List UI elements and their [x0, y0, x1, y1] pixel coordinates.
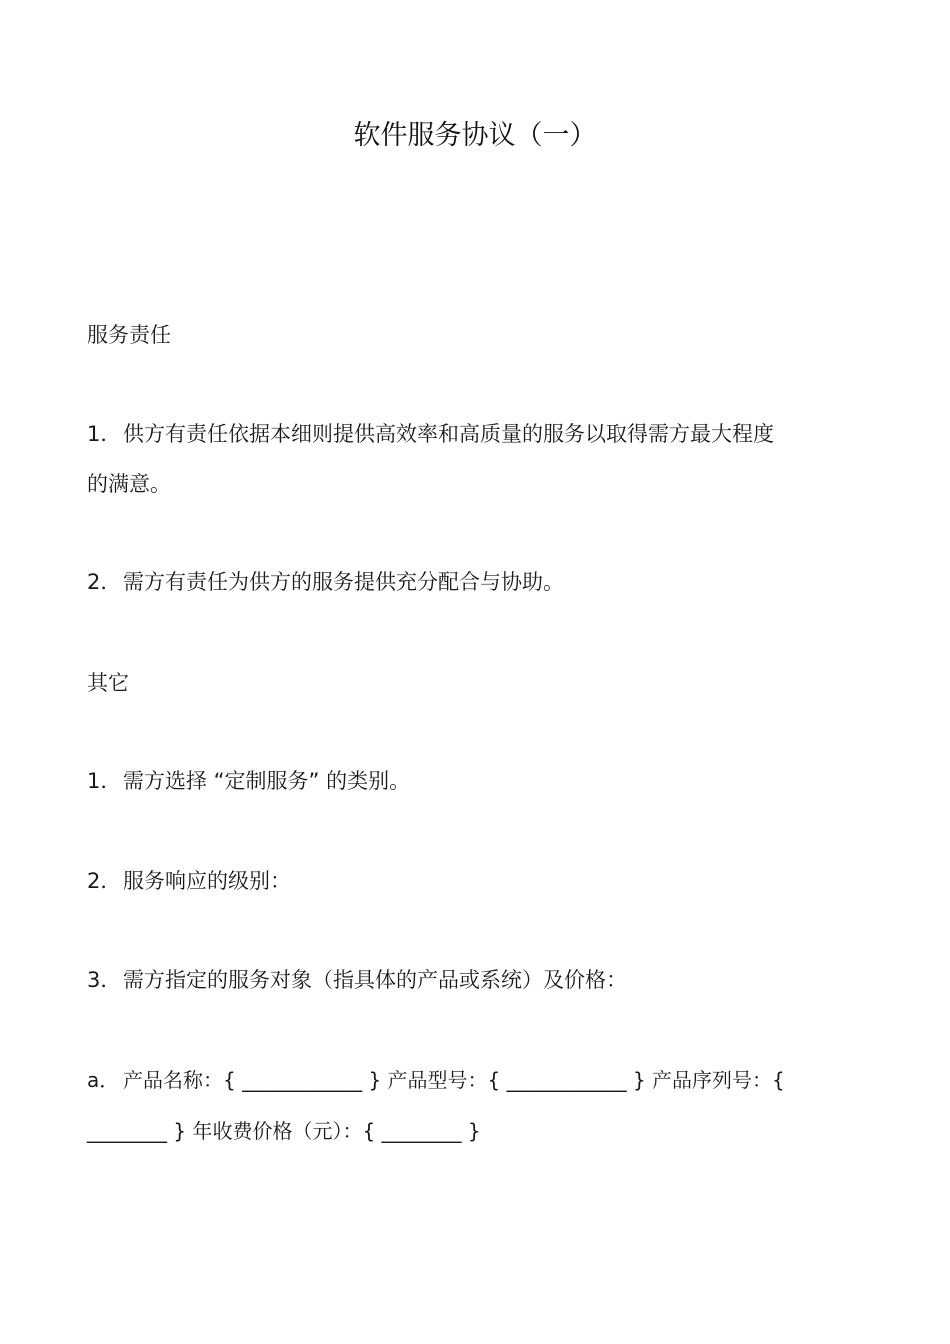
item-text: 需方指定的服务对象（指具体的产品或系统）及价格：	[123, 968, 627, 992]
list-item	[87, 956, 877, 1004]
item-text: 服务响应的级别：	[123, 869, 291, 893]
section-heading-other: 其它	[87, 671, 129, 695]
section-heading-service-responsibility: 服务责任	[87, 323, 171, 347]
list-item	[87, 410, 877, 458]
list-item	[87, 757, 877, 805]
list-item	[87, 558, 877, 606]
item-text: 需方选择 “定制服务” 的类别。	[123, 769, 411, 793]
item-text: 需方有责任为供方的服务提供充分配合与协助。	[123, 570, 564, 594]
item-number: 2．	[87, 869, 122, 893]
item-text: 产品名称：{ ____________ } 产品型号：{ ____________ } 产品序列号：{	[123, 1068, 785, 1092]
list-item	[87, 857, 877, 905]
item-number: 3．	[87, 968, 122, 992]
list-item-continuation: 的满意。	[87, 472, 171, 496]
item-number: 2．	[87, 570, 122, 594]
document-title: 软件服务协议（一）	[353, 120, 597, 151]
item-number: 1．	[87, 769, 122, 793]
list-item-product-fields	[87, 1056, 877, 1104]
item-text: 供方有责任依据本细则提供高效率和高质量的服务以取得需方最大程度	[123, 422, 774, 446]
list-item-continuation: ________ } 年收费价格（元）：{ ________ }	[87, 1119, 481, 1143]
item-number: a．	[87, 1068, 120, 1092]
item-number: 1．	[87, 422, 122, 446]
